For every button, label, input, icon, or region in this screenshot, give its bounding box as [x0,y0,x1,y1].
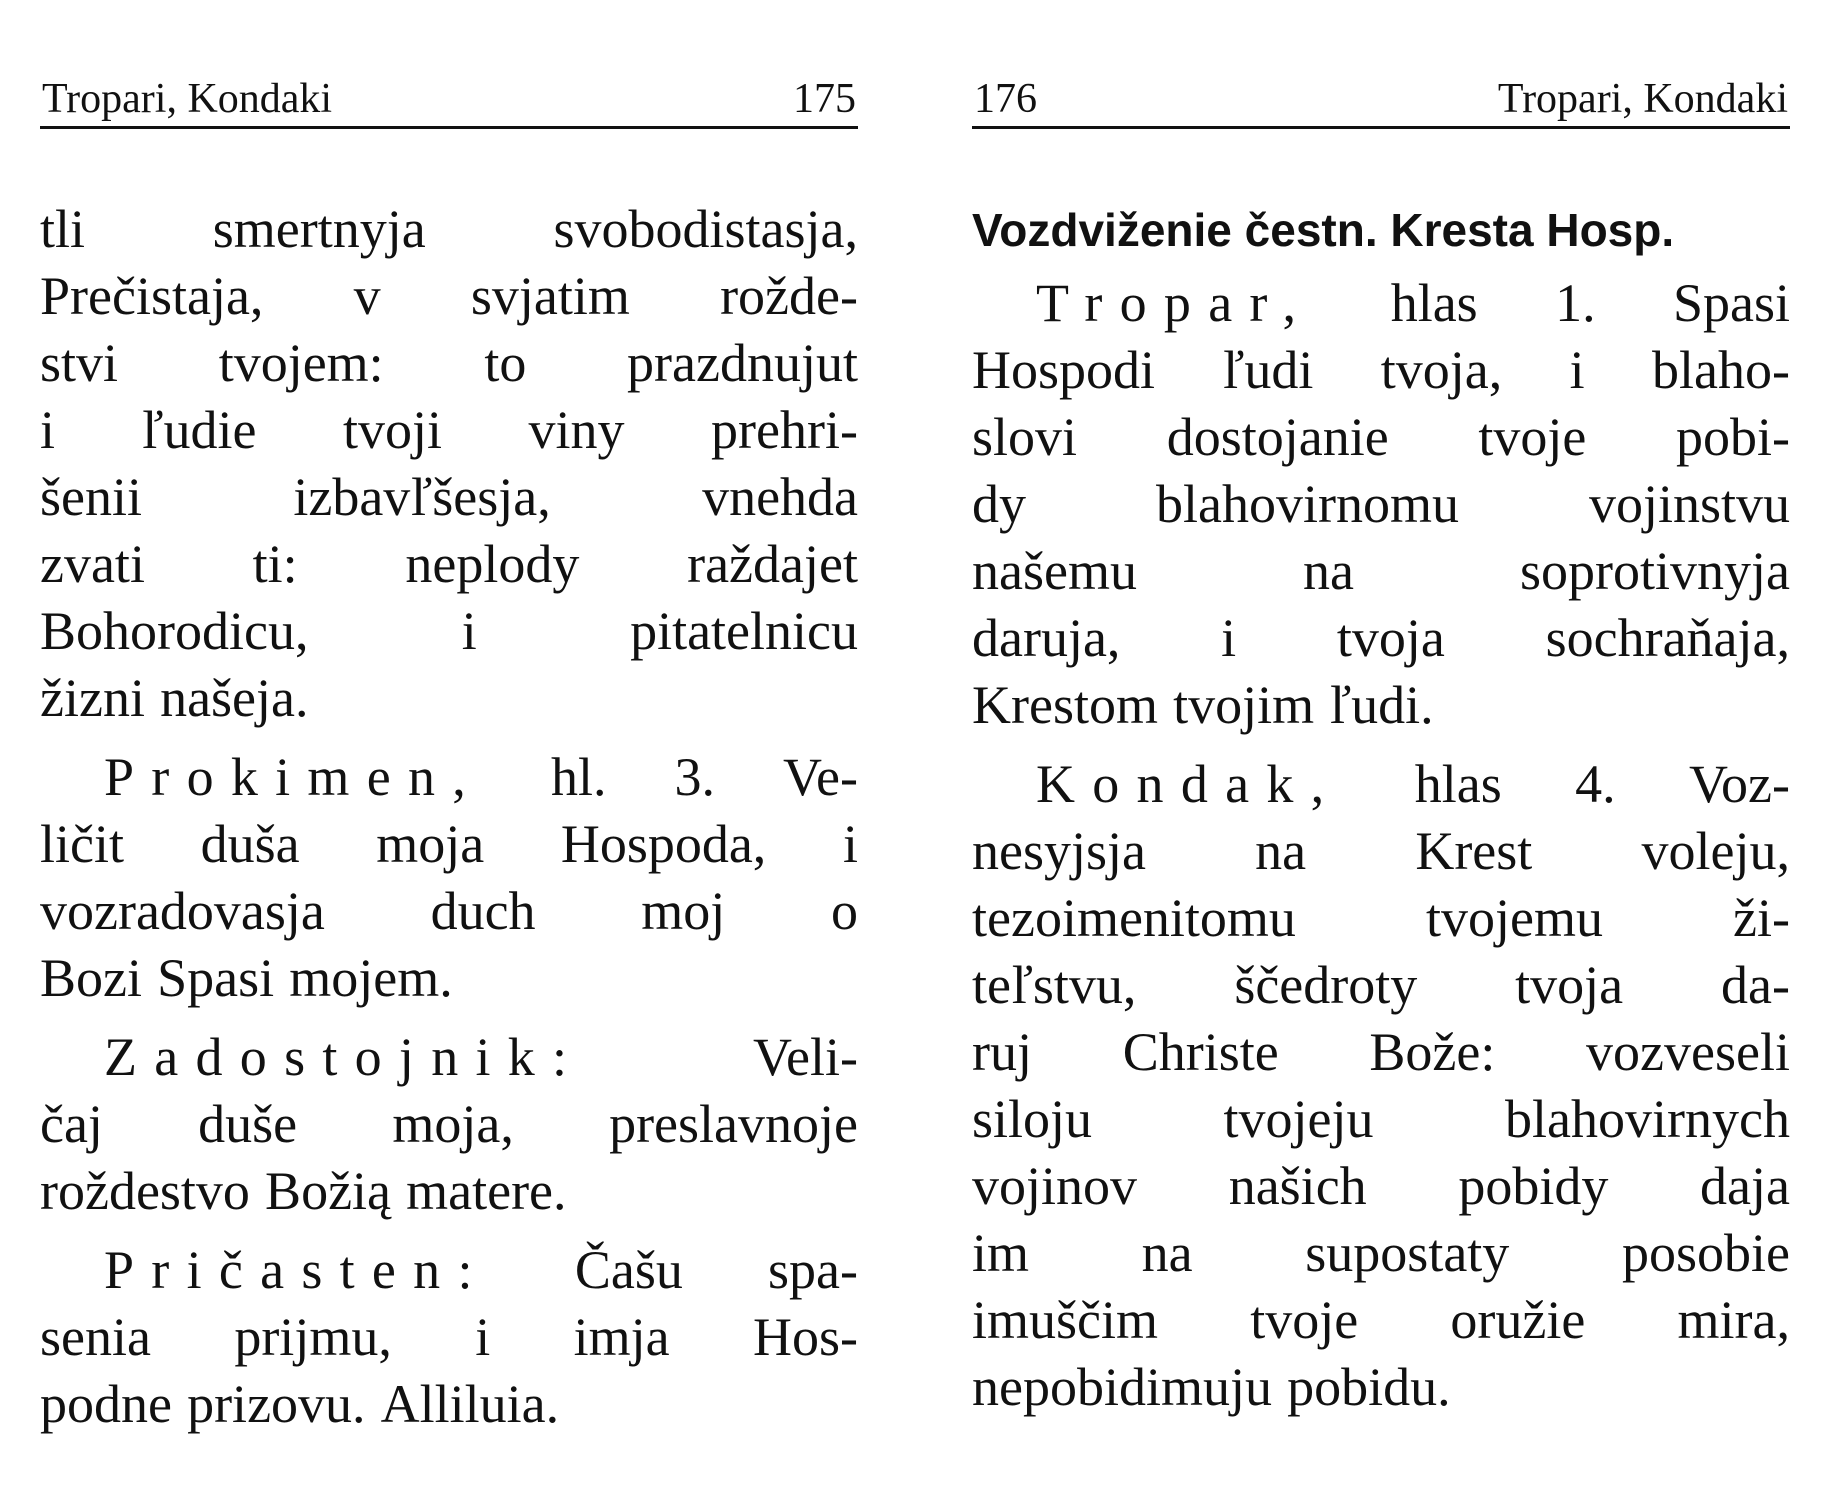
word: Voz- [1688,754,1790,814]
page-number: 175 [793,76,856,122]
word: raždajet [687,534,858,594]
word: prehri- [711,400,858,460]
word: smertnyja [212,199,426,259]
word: 1. [1555,273,1596,333]
text-line [40,811,858,878]
word: duch [430,881,536,941]
word: nesyjsja [972,821,1146,881]
text-line [972,337,1790,404]
word: izbavľšesja, [293,467,551,527]
word: Alliluia. [380,1374,560,1434]
paragraph-gap [40,732,858,744]
word: soprotivnyja [1520,541,1790,601]
word: Bozi [40,948,142,1008]
text-line [40,1304,858,1371]
word: čaj [40,1094,103,1154]
paragraph-gap [40,1012,858,1024]
text-line [972,471,1790,538]
word: pobidy [1458,1156,1609,1216]
text-line [40,1237,858,1304]
word: sochraňaja, [1545,608,1790,668]
section-heading: Vozdviženie čestn. Kresta Hosp. [972,204,1675,256]
word: tvoja [1515,955,1624,1015]
word: moja, [392,1094,514,1154]
word: pitatelnicu [630,601,858,661]
text-line [40,196,858,263]
word: matere. [406,1161,567,1221]
header-title: Tropari, Kondaki [42,76,333,122]
word: Spasi [1672,273,1790,333]
word: svobodistasja, [553,199,858,259]
word: prijmu, [234,1307,392,1367]
word: rožde- [720,266,858,326]
word: Zadostojnik: [104,1027,585,1087]
word: tvoje [1250,1290,1359,1350]
word: vojinstvu [1588,474,1790,534]
right-page [972,0,1790,1500]
word: našemu [972,541,1137,601]
word: 4. [1575,754,1616,814]
text-line [40,665,858,732]
word: vojinov [972,1156,1138,1216]
text-line [972,1019,1790,1086]
word: i [1221,608,1237,668]
paragraph-gap [40,1225,858,1237]
word: senia [40,1307,151,1367]
word: vozveseli [1586,1022,1790,1082]
left-page-text [40,196,858,1438]
word: Krest [1415,821,1533,881]
word: ličit [40,814,124,874]
word: blahovirnomu [1156,474,1459,534]
word: slovi [972,407,1078,467]
word: stvi [40,333,119,393]
word: moja [376,814,485,874]
word: zvati [40,534,145,594]
word: v [353,266,381,326]
word: viny [528,400,625,460]
word: tvoja, [1380,340,1503,400]
left-page [40,0,858,1500]
word: Božią [265,1161,392,1221]
word: ti: [252,534,298,594]
word: Tropar, [1036,273,1314,333]
text-line [40,397,858,464]
word: mojem. [289,948,453,1008]
word: im [972,1223,1030,1283]
word: Bohorodicu, [40,601,309,661]
word: našich [1228,1156,1367,1216]
text-line [40,531,858,598]
word: Pričasten: [104,1240,490,1300]
word: hlas [1414,754,1502,814]
word: na [1303,541,1354,601]
text-line [40,1091,858,1158]
text-line [40,1024,858,1091]
word: i [461,601,477,661]
word: tli [40,199,86,259]
paragraph-gap [972,739,1790,751]
word: Bože: [1369,1022,1496,1082]
word: neplody [405,534,580,594]
word: da- [1721,955,1790,1015]
word: imuščim [972,1290,1158,1350]
word: ščedroty [1234,955,1418,1015]
word: nepobidimuju [972,1357,1272,1417]
text-line [972,1086,1790,1153]
word: Spasi [157,948,275,1008]
text-line [972,672,1790,739]
text-line [40,263,858,330]
word: tvojemu [1425,888,1603,948]
text-line [972,1354,1790,1421]
text-line [972,404,1790,471]
text-line [972,885,1790,952]
word: voleju, [1641,821,1790,881]
word: vnehda [702,467,858,527]
word: supostaty [1305,1223,1510,1283]
word: Čašu [574,1240,683,1300]
word: tvojim [1173,675,1315,735]
word: našeja. [160,668,309,728]
text-line [972,605,1790,672]
word: daruja, [972,608,1121,668]
text-line [40,1371,858,1438]
word: tvoji [342,400,442,460]
word: na [1141,1223,1193,1283]
word: Christe [1122,1022,1279,1082]
word: i [475,1307,491,1367]
word: hl. [551,747,607,807]
word: ruj [972,1022,1032,1082]
word: ľudi. [1329,675,1434,735]
word: blaho- [1652,340,1790,400]
word: i [1569,340,1585,400]
text-line [40,878,858,945]
right-page-text [972,196,1790,1421]
text-line [972,952,1790,1019]
word: siloju [972,1089,1093,1149]
word: daja [1700,1156,1790,1216]
text-line [40,744,858,811]
text-line [40,598,858,665]
header-title: Tropari, Kondaki [1497,76,1788,122]
text-line [40,1158,858,1225]
word: tvojem: [218,333,384,393]
word: šenii [40,467,142,527]
word: spa- [768,1240,858,1300]
text-line [40,464,858,531]
word: pobi- [1676,407,1790,467]
word: Prečistaja, [40,266,264,326]
word: imja [573,1307,670,1367]
word: podne [40,1374,172,1434]
running-head-right [972,72,1790,129]
word: preslavnoje [609,1094,858,1154]
word: roždestvo [40,1161,250,1221]
text-line [972,1153,1790,1220]
word: 3. [674,747,716,807]
word: dostojanie [1166,407,1389,467]
text-line [40,330,858,397]
word: oružie [1450,1290,1586,1350]
text-line [972,538,1790,605]
word: tvoje [1478,407,1587,467]
word: o [830,881,858,941]
word: Hos- [752,1307,858,1367]
word: dy [972,474,1026,534]
word: svjatim [470,266,630,326]
word: prizovu. [187,1374,366,1434]
word: posobie [1621,1223,1790,1283]
word: i [40,400,56,460]
word: tezoimenitomu [972,888,1296,948]
word: tvoja [1336,608,1445,668]
text-line [972,270,1790,337]
word: duša [200,814,300,874]
word: Krestom [972,675,1158,735]
word: to [484,333,527,393]
word: ľudi [1222,340,1314,400]
text-line [40,945,858,1012]
word: Prokimen, [104,747,484,807]
word: Veli- [753,1027,858,1087]
text-line [972,1287,1790,1354]
text-line [972,818,1790,885]
word: Hospodi [972,340,1156,400]
text-line [972,1220,1790,1287]
word: tvojeju [1223,1089,1374,1149]
word: blahovirnych [1505,1089,1790,1149]
page-number: 176 [974,76,1037,122]
word: žizni [40,668,145,728]
word: Hospoda, [560,814,767,874]
word: mira, [1677,1290,1790,1350]
word: i [842,814,858,874]
word: vozradovasja [40,881,325,941]
text-line [972,751,1790,818]
word: Kondak, [1036,754,1342,814]
word: moj [641,881,726,941]
word: ľudie [141,400,257,460]
word: na [1255,821,1307,881]
word: Ve- [783,747,858,807]
word: teľstvu, [972,955,1137,1015]
word: duše [198,1094,298,1154]
word: pobidu. [1287,1357,1451,1417]
word: prazdnujut [627,333,858,393]
word: ži- [1733,888,1790,948]
word: hlas [1390,273,1478,333]
running-head-left [40,72,858,129]
